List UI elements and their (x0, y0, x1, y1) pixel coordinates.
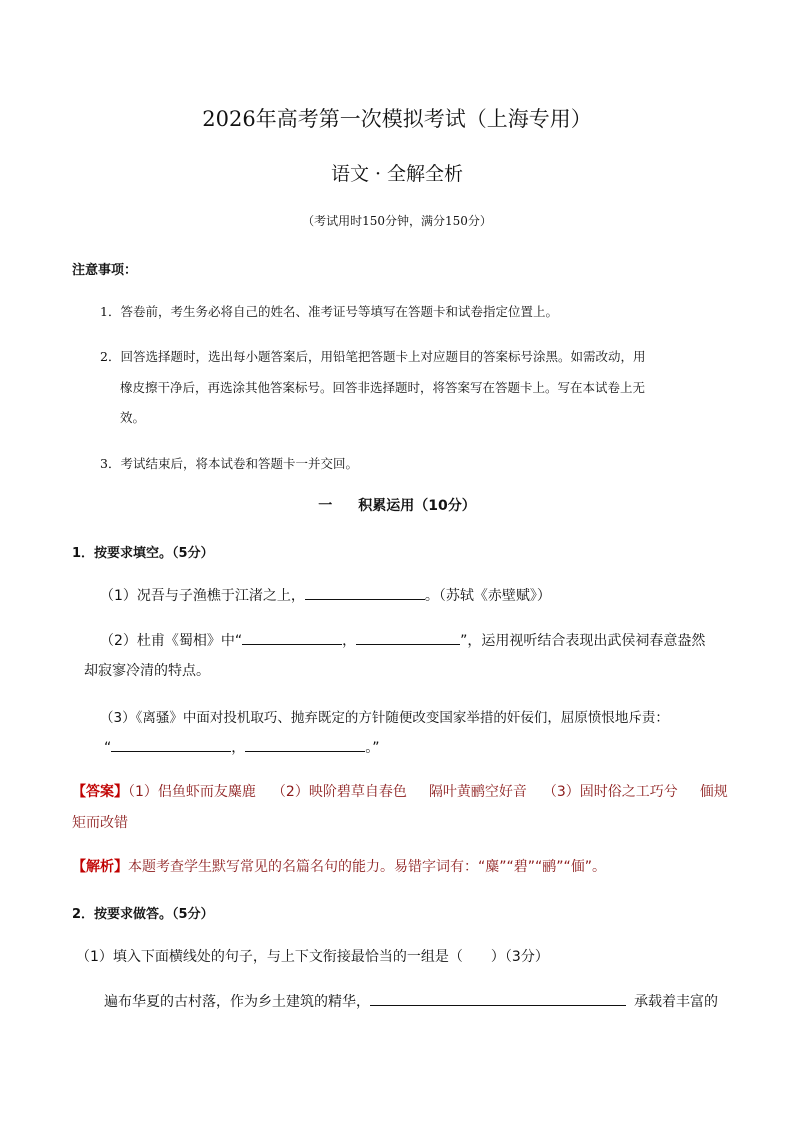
exam-title: 2026年高考第一次模拟考试（上海专用） (202, 107, 592, 131)
answer-blank[interactable] (242, 630, 342, 645)
q1-sub3-sep: ， (231, 740, 246, 756)
q1-sub3-open: “ (104, 740, 112, 756)
answer-part-5: 偭规 (699, 784, 728, 800)
q2-heading: 2．按要求做答。（5分） (72, 907, 214, 922)
note-item-3: 3．考试结束后，将本试卷和答题卡一并交回。 (100, 456, 358, 471)
answer-part-2: （2）映阶碧草自春色 (271, 784, 407, 800)
q1-sub3-close: 。” (365, 740, 380, 756)
q1-sub2-prefix: （2）杜甫《蜀相》中“ (100, 633, 243, 649)
q2-passage (104, 991, 718, 1011)
answer-part-4: （3）固时俗之工巧兮 (542, 784, 678, 800)
section-number: 一 (318, 498, 333, 514)
answer-blank[interactable] (370, 991, 626, 1006)
note-item-1: 1．答卷前，考生务必将自己的姓名、准考证号等填写在答题卡和试卷指定位置上。 (100, 304, 558, 319)
q1-sub1-suffix: 。（苏轼《赤壁赋》） (424, 588, 551, 604)
q2-passage-suffix: 承载着丰富的 (634, 994, 718, 1010)
answer-blank[interactable] (245, 737, 365, 752)
q2-passage-prefix: 遍布华夏的古村落，作为乡土建筑的精华， (104, 994, 370, 1010)
answer-part-3: 隔叶黄鹂空好音 (428, 784, 527, 800)
q1-sub3-line-1: （3）《离骚》中面对投机取巧、抛弃既定的方针随便改变国家举措的奸佞们，屈原愤恨地斥责： (100, 710, 669, 726)
note-item-2-line-1: 2．回答选择题时，选出每小题答案后，用铅笔把答题卡上对应题目的答案标号涂黑。如需改动，用 (100, 349, 646, 364)
answer-tag: 【答案】 (72, 784, 128, 800)
time-note: （考试用时150分钟，满分150分） (302, 214, 492, 228)
q1-heading: 1．按要求填空。（5分） (72, 546, 214, 561)
section-title: 积累运用（10分） (358, 498, 476, 514)
analysis-tag: 【解析】 (72, 859, 128, 875)
answer-part-1: （1）侣鱼虾而友麋鹿 (128, 784, 256, 800)
answer-blank[interactable] (305, 585, 425, 600)
q1-sub2-line-2: 却寂寥冷清的特点。 (84, 663, 210, 679)
notes-heading: 注意事项： (72, 263, 138, 278)
q1-sub1-prefix: （1）况吾与子渔樵于江渚之上， (100, 588, 305, 604)
q1-sub2-suffix: ”，运用视听结合表现出武侯祠春意盎然 (460, 633, 706, 649)
note-item-2-line-2: 橡皮擦干净后，再选涂其他答案标号。回答非选择题时，将答案写在答题卡上。写在本试卷上无 (120, 380, 646, 395)
note-item-2-line-3: 效。 (120, 410, 146, 425)
q1-sub2 (100, 630, 705, 650)
q2-sub1: （1）填入下面横线处的句子，与上下文衔接最恰当的一组是（ ）（3分） (76, 949, 549, 965)
exam-subtitle: 语文 · 全解全析 (330, 163, 464, 185)
q1-sub2-sep: ， (342, 633, 357, 649)
section-heading (0, 495, 794, 515)
q1-answer-line-2: 矩而改错 (72, 815, 128, 831)
answer-blank[interactable] (356, 630, 460, 645)
q1-analysis (72, 856, 606, 876)
q1-answer (72, 781, 728, 801)
q1-sub1 (100, 585, 551, 605)
q1-sub3-line-2 (104, 737, 380, 757)
answer-blank[interactable] (111, 737, 231, 752)
analysis-text: 本题考查学生默写常见的名篇名句的能力。易错字词有：“麋”“碧”“鹂”“偭”。 (128, 859, 607, 875)
